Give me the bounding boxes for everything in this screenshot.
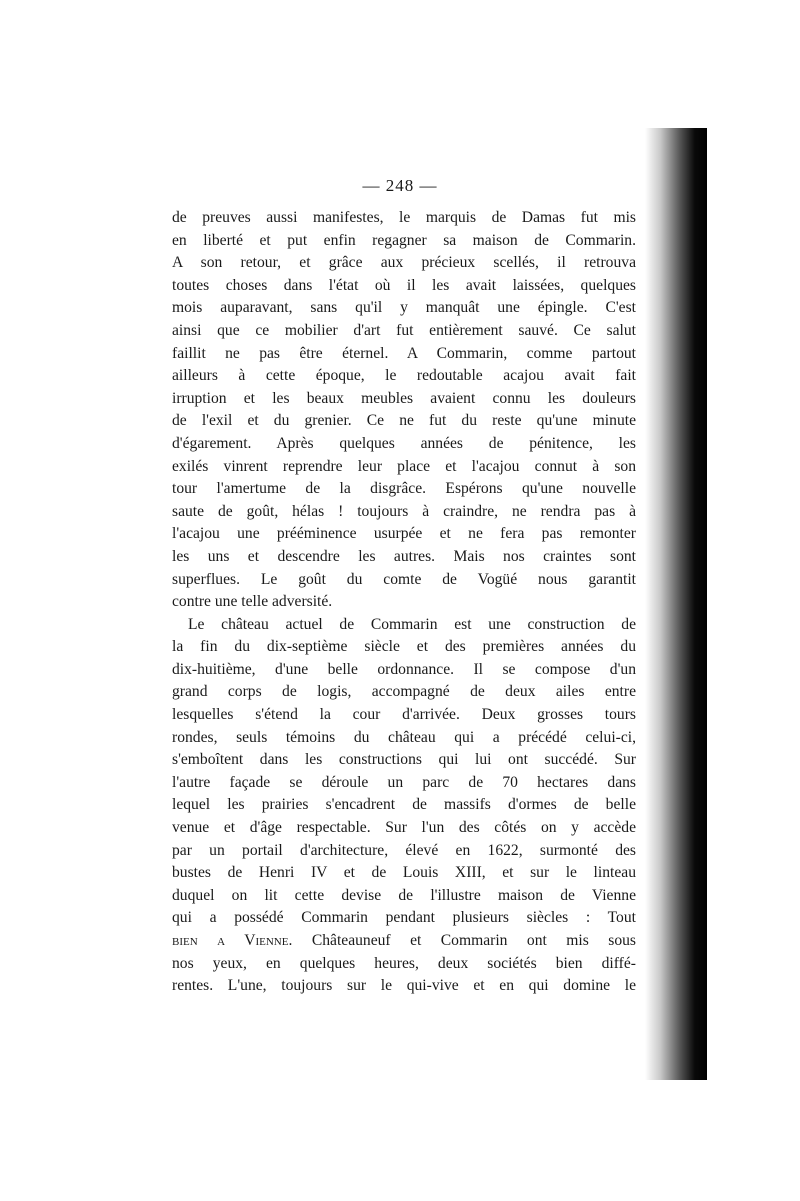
text-line: de preuves aussi manifestes, le marquis de Damas fut mis — [172, 209, 636, 226]
body-text — [172, 207, 636, 998]
text-line: qui a possédé Commarin pendant plusieurs siècles : Tout — [172, 909, 636, 927]
text-line: saute de goût, hélas ! toujours à craindre, ne rendra pas à — [172, 502, 636, 520]
text-line: grand corps de logis, accompagné de deux ailes entre — [172, 683, 636, 701]
page-number: — 248 — — [362, 176, 438, 195]
text-line: bustes de Henri IV et de Louis XIII, et sur le linteau — [172, 864, 636, 882]
text-line: venue et d'âge respectable. Sur l'un des côtés on y accède — [172, 819, 636, 837]
text-line: ailleurs à cette époque, le redoutable acajou avait fait — [172, 367, 636, 385]
text-line: duquel on lit cette devise de l'illustre maison de Vienne — [172, 886, 636, 904]
text-line: irruption et les beaux meubles avaient connu les douleurs — [172, 389, 636, 407]
text-line: rondes, seuls témoins du château qui a précédé celui-ci, — [172, 728, 636, 746]
text-line: mois auparavant, sans qu'il y manquât une épingle. C'est — [172, 299, 636, 317]
text-line: faillit ne pas être éternel. A Commarin, comme partout — [172, 344, 636, 362]
text-line: ainsi que ce mobilier d'art fut entièrement sauvé. Ce salut — [172, 321, 636, 339]
text-line: toutes choses dans l'état où il les avait laissées, quelques — [172, 276, 636, 294]
text-fragment: Châteauneuf et Commarin ont mis sous — [292, 932, 636, 949]
paragraph-end-line: contre une telle adversité. — [172, 593, 333, 611]
text-line: A son retour, et grâce aux précieux scellés, il retrouva — [172, 254, 636, 272]
text-line: en liberté et put enfin regagner sa maison de Commarin. — [172, 231, 636, 249]
paragraph-start-line: Le château actuel de Commarin est une construction de — [188, 615, 636, 633]
text-line: lequel les prairies s'encadrent de massifs d'ormes de belle — [172, 796, 636, 814]
text-line: s'emboîtent dans les constructions qui lui ont succédé. Sur — [172, 751, 636, 769]
text-line: l'autre façade se déroule un parc de 70 hectares dans — [172, 773, 636, 791]
page-edge-shadow — [645, 128, 707, 1080]
text-line: lesquelles s'étend la cour d'arrivée. Deux grosses tours — [172, 706, 636, 724]
text-line: de l'exil et du grenier. Ce ne fut du reste qu'une minute — [172, 412, 636, 430]
text-line: nos yeux, en quelques heures, deux sociétés bien diffé- — [172, 954, 636, 972]
text-line: rentes. L'une, toujours sur le qui-vive et en qui domine le — [172, 977, 636, 995]
text-line: la fin du dix-septième siècle et des premières années du — [172, 638, 636, 656]
text-line: les uns et descendre les autres. Mais nos craintes sont — [172, 547, 636, 565]
text-line: exilés vinrent reprendre leur place et l'acajou connut à son — [172, 457, 636, 475]
text-line: dix-huitième, d'une belle ordonnance. Il se compose d'un — [172, 660, 636, 678]
text-line: superflues. Le goût du comte de Vogüé nous garantit — [172, 570, 636, 588]
text-line — [172, 930, 636, 953]
text-line: l'acajou une prééminence usurpée et ne fera pas remonter — [172, 525, 636, 543]
motto-smallcaps: bien a Vienne. — [172, 932, 293, 949]
text-line: d'égarement. Après quelques années de pénitence, les — [172, 434, 636, 452]
text-line: par un portail d'architecture, élevé en 1622, surmonté des — [172, 841, 636, 859]
text-line: tour l'amertume de la disgrâce. Espérons qu'une nouvelle — [172, 480, 636, 498]
